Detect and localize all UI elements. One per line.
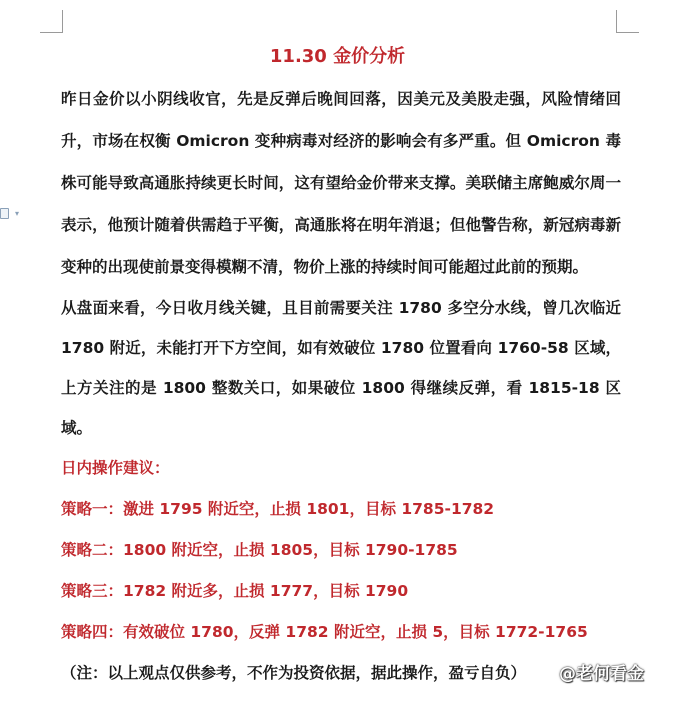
strategy-1: 策略一：激进 1795 附近空，止损 1801，目标 1785-1782 [61, 500, 495, 518]
paragraph-marker-icon[interactable]: ▾ [0, 208, 22, 222]
document-title: 11.30 金价分析 [269, 46, 406, 67]
intraday-heading: 日内操作建议： [61, 459, 170, 477]
crop-mark-top-right [616, 10, 639, 33]
watermark-text: @老何看金 [559, 663, 644, 684]
sina-weibo-icon [532, 661, 554, 681]
paragraph-market-review: 昨日金价以小阴线收官，先是反弹后晚间回落，因美元及美股走强，风险情绪回升，市场在权衡 Omicron 变种病毒对经济的影响会有多严重。但 Omicron 毒株可能导致高通胀持续更长时间，这有望给金价带来支撑。美联储主席鲍威尔周一表示，他预计随着供需趋于平衡，高通胀将在明年消退；但他警告称，新冠病毒新变种的出现使前景变得模糊不清，物价上涨的持续时间可能超过此前的预期。 [61, 90, 621, 276]
strategy-3: 策略三：1782 附近多，止损 1777，目标 1790 [61, 582, 409, 600]
crop-mark-top-left [40, 10, 63, 33]
disclaimer-note: （注：以上观点仅供参考，不作为投资依据，据此操作，盈亏自负） [61, 664, 527, 682]
watermark [532, 658, 644, 684]
document-body[interactable] [61, 78, 621, 694]
paragraph-technical-view: 从盘面来看，今日收月线关键，且目前需要关注 1780 多空分水线，曾几次临近 1780 附近，未能打开下方空间，如有效破位 1780 位置看向 1760-58 区域，上方关注的是 1800 整数关口，如果破位 1800 得继续反弹，看 1815-18 区域。 [61, 299, 621, 437]
strategy-2: 策略二：1800 附近空，止损 1805，目标 1790-1785 [61, 541, 458, 559]
strategy-4: 策略四：有效破位 1780，反弹 1782 附近空，止损 5，目标 1772-1765 [61, 623, 588, 641]
